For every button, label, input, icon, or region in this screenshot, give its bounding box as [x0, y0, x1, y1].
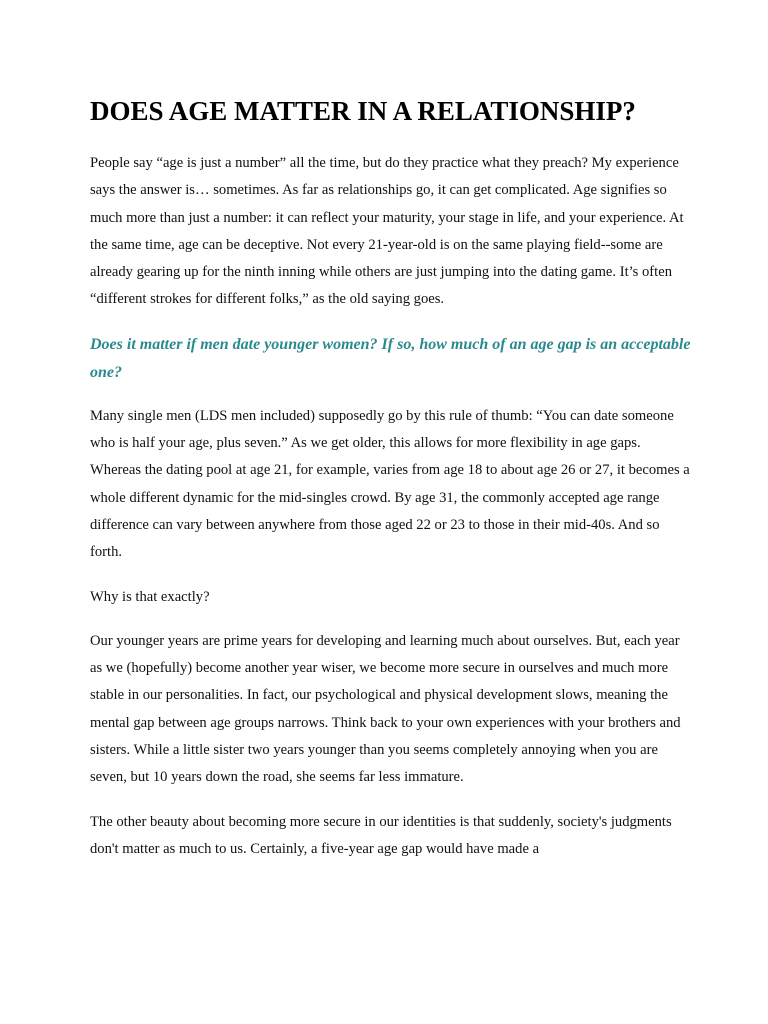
- page-title: DOES AGE MATTER IN A RELATIONSHIP?: [90, 96, 636, 126]
- paragraph-younger-years: Our younger years are prime years for developing and learning much about ourselves. But, each year as we (hopefully) become another year wiser, we become more secure in ourselves and much more stable in our personalities. In fact, our psychological and physical development slows, meaning the mental gap between age groups narrows. Think back to your own experiences with your brothers and sisters. While a little sister two years younger than you seems completely annoying when you are seven, but 10 years down the road, she seems far less immature.: [90, 632, 681, 786]
- paragraph-rule-of-thumb: Many single men (LDS men included) supposedly go by this rule of thumb: “You can date someone who is half your age, plus seven.” As we get older, this allows for more flexibility in age gaps. Whereas the dating pool at age 21, for example, varies from age 18 to about age 26 or 27, it becomes a whole different dynamic for the mid-singles crowd. By age 31, the commonly accepted age range difference can vary between anywhere from those aged 22 or 23 to those in their mid-40s. And so forth.: [90, 407, 690, 561]
- section-subheading: Does it matter if men date younger women? If so, how much of an age gap is an acceptable one?: [90, 335, 691, 381]
- paragraph-question: Why is that exactly?: [90, 588, 210, 605]
- paragraph-intro: People say “age is just a number” all the time, but do they practice what they preach? My experience says the answer is… sometimes. As far as relationships go, it can get complicated. Age signifies so much more than just a number: it can reflect your maturity, your stage in life, and your experience. At the same time, age can be deceptive. Not every 21-year-old is on the same playing field--some are already gearing up for the ninth inning while others are just jumping into the dating game. It’s often “different strokes for different folks,” as the old saying goes.: [90, 155, 684, 308]
- paragraph-other-beauty: The other beauty about becoming more secure in our identities is that suddenly, society's judgments don't matter as much to us. Certainly, a five-year age gap would have made a: [90, 813, 672, 857]
- article-body: [90, 92, 692, 880]
